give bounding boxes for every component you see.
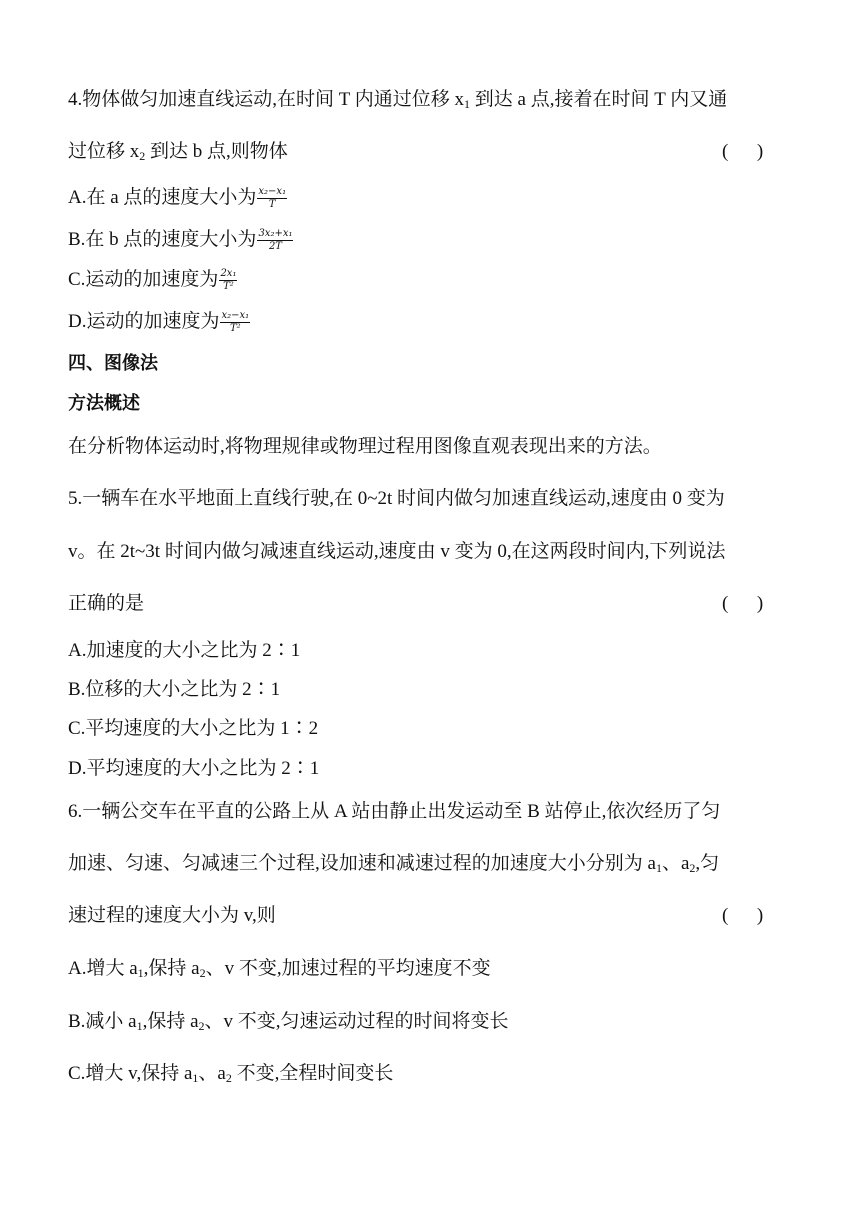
fraction-denominator: T² (223, 281, 234, 293)
q4-option-c (68, 268, 237, 292)
fraction-numerator: x₂−x₁ (221, 310, 250, 322)
q5-option-a: A.加速度的大小之比为 2∶1 (68, 640, 301, 661)
option-text: D.运动的加速度为 (68, 311, 220, 332)
fraction-numerator: x₂−x₁ (258, 186, 287, 198)
fraction (220, 311, 250, 334)
option-text: 、v 不变,加速过程的平均速度不变 (205, 958, 491, 979)
option-text: 、a (198, 1063, 226, 1084)
subscript: 2 (199, 966, 206, 980)
option-text: 、v 不变,匀速运动过程的时间将变长 (204, 1011, 509, 1032)
subscript: 1 (192, 1071, 199, 1085)
q6-stem-line3: 速过程的速度大小为 v,则 (68, 905, 276, 926)
section-overview: 在分析物体运动时,将物理规律或物理过程用图像直观表现出来的方法。 (68, 436, 662, 457)
q6-option-b (68, 1010, 509, 1034)
option-text: B.减小 a (68, 1011, 137, 1032)
q5-stem-line2: v。在 2t~3t 时间内做匀减速直线运动,速度由 v 变为 0,在这两段时间内,下列说法 (68, 541, 726, 562)
fraction-numerator: 3x₂+x₁ (258, 228, 293, 240)
option-text: C.增大 v,保持 a (68, 1063, 193, 1084)
fraction-denominator: 2T (268, 241, 282, 253)
q4-stem-line1 (68, 88, 727, 112)
q6-option-c (68, 1062, 393, 1086)
subscript: 1 (655, 861, 662, 875)
option-text: C.运动的加速度为 (68, 269, 219, 290)
q4-text: 到达 a 点,接着在时间 T 内又通 (470, 89, 728, 110)
fraction (219, 269, 237, 292)
subscript: 2 (689, 861, 696, 875)
section-subheading: 方法概述 (68, 393, 140, 414)
subscript: 2 (225, 1071, 232, 1085)
fraction-numerator: 2x₁ (220, 268, 237, 280)
q4-text: 到达 b 点,则物体 (145, 141, 288, 162)
q6-stem-line2 (68, 852, 719, 876)
q4-option-b (68, 228, 293, 252)
fraction (257, 229, 293, 252)
option-text: ,保持 a (143, 958, 200, 979)
option-text: 不变,全程时间变长 (231, 1063, 394, 1084)
q4-text: 过位移 x (68, 141, 140, 162)
subscript: 2 (198, 1019, 205, 1033)
q4-option-a (68, 186, 287, 210)
q6-option-a (68, 957, 491, 981)
q6-text: ,匀 (695, 853, 720, 874)
q6-text: 加速、匀速、匀减速三个过程,设加速和减速过程的加速度大小分别为 a (68, 853, 656, 874)
fraction-denominator: T² (229, 323, 241, 335)
subscript: 1 (136, 1019, 143, 1033)
q6-stem-line1: 6.一辆公交车在平直的公路上从 A 站由静止出发运动至 B 站停止,依次经历了匀 (68, 801, 721, 822)
section-heading: 四、图像法 (68, 353, 158, 374)
q5-option-c: C.平均速度的大小之比为 1∶2 (68, 718, 319, 739)
q4-stem-line2 (68, 140, 288, 164)
q5-answer-blank: ( ) (722, 593, 764, 614)
option-text: A.在 a 点的速度大小为 (68, 187, 257, 208)
q4-answer-blank: ( ) (722, 141, 764, 162)
q4-option-d (68, 310, 250, 334)
q4-text: 4.物体做匀加速直线运动,在时间 T 内通过位移 x (68, 89, 465, 110)
q5-stem-line1: 5.一辆车在水平地面上直线行驶,在 0~2t 时间内做匀加速直线运动,速度由 0 变为 (68, 488, 725, 509)
option-text: B.在 b 点的速度大小为 (68, 229, 257, 250)
subscript: 1 (137, 966, 144, 980)
q5-option-b: B.位移的大小之比为 2∶1 (68, 679, 281, 700)
subscript: 1 (464, 97, 471, 111)
q6-text: 、a (661, 853, 690, 874)
option-text: A.增大 a (68, 958, 138, 979)
q5-option-d: D.平均速度的大小之比为 2∶1 (68, 758, 320, 779)
fraction-denominator: T (268, 199, 276, 211)
q6-answer-blank: ( ) (722, 905, 764, 926)
fraction (257, 187, 287, 210)
option-text: ,保持 a (142, 1011, 199, 1032)
subscript: 2 (139, 149, 146, 163)
q5-stem-line3: 正确的是 (68, 593, 145, 614)
